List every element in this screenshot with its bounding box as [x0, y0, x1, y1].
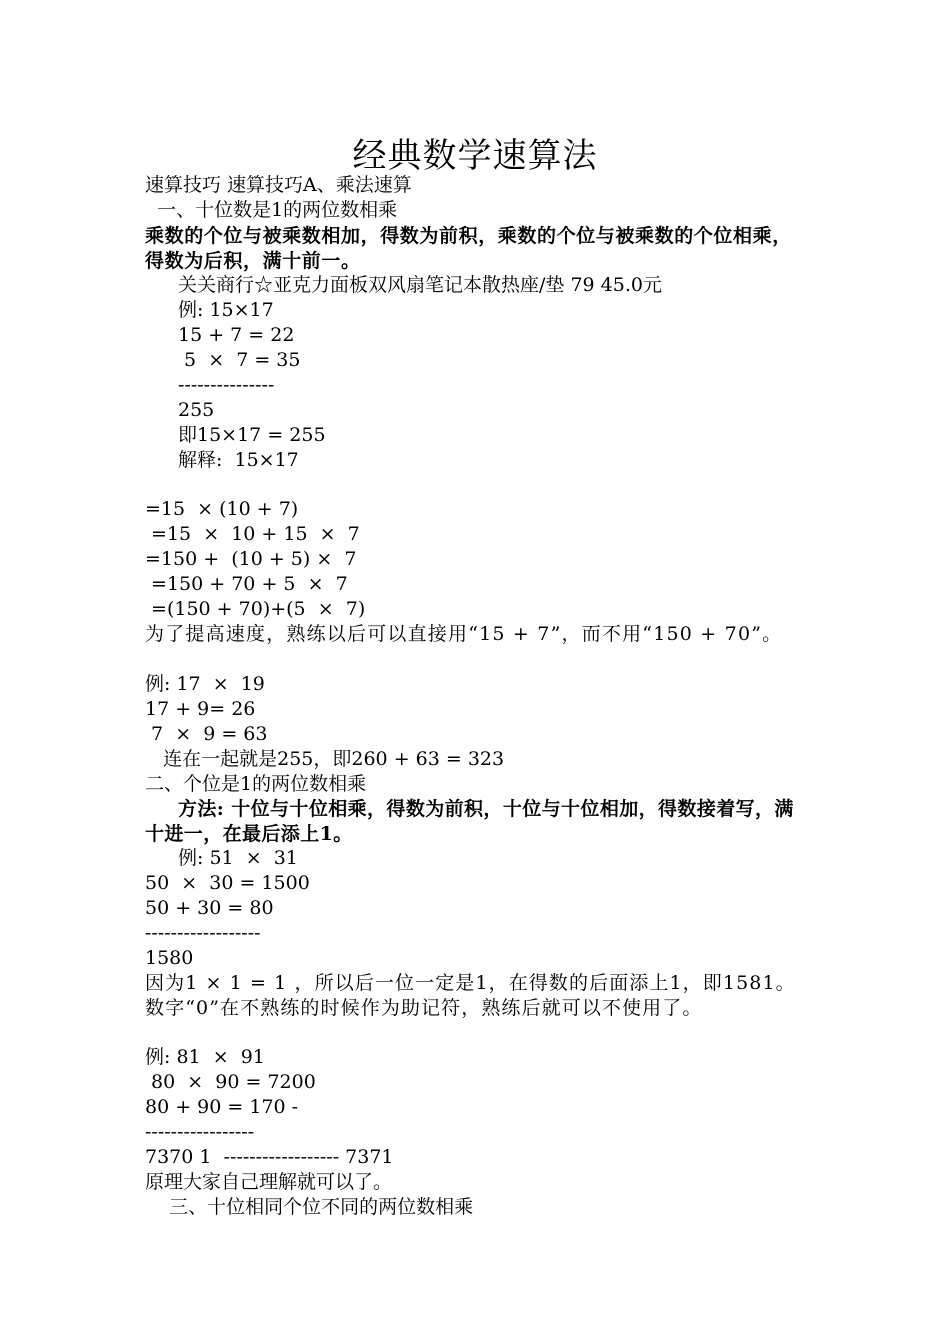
example-line: 例: 51 × 31 — [178, 847, 298, 869]
text-line: 关关商行☆亚克力面板双风扇笔记本散热座/垫 79 45.0元 — [178, 274, 662, 296]
calc-line: 5 × 7 = 35 — [178, 349, 301, 371]
calc-line: 解释: 15×17 — [178, 449, 299, 471]
separator-line: ----------------- — [145, 1121, 255, 1143]
text-line: 原理大家自己理解就可以了。 — [145, 1171, 393, 1193]
calc-line: =15 × (10 + 7) — [145, 498, 299, 520]
calc-line: =15 × 10 + 15 × 7 — [145, 523, 360, 545]
calc-line: 即15×17 = 255 — [178, 424, 326, 446]
separator-line: --------------- — [178, 374, 275, 396]
calc-line: 80 + 90 = 170 - — [145, 1096, 299, 1118]
section-heading: 三、十位相同个位不同的两位数相乘 — [145, 1196, 474, 1218]
text-paragraph: 为了提高速度，熟练以后可以直接用“15 + 7”，而不用“150 + 70”。 — [145, 623, 783, 645]
example-line: 例: 17 × 19 — [145, 673, 265, 695]
calc-line: =(150 + 70)+(5 × 7) — [145, 598, 366, 620]
calc-line: =150 + 70 + 5 × 7 — [145, 573, 348, 595]
calc-line: =150 + (10 + 5) × 7 — [145, 548, 357, 570]
calc-line: 17 + 9= 26 — [145, 698, 256, 720]
calc-line: 7 × 9 = 63 — [145, 723, 268, 745]
example-line: 例: 15×17 — [178, 299, 274, 321]
section-heading: 二、个位是1的两位数相乘 — [145, 773, 367, 795]
calc-line: 15 + 7 = 22 — [178, 324, 295, 346]
example-line: 例: 81 × 91 — [145, 1046, 265, 1068]
calc-line: 1580 — [145, 947, 194, 969]
section-heading: 一、十位数是1的两位数相乘 — [145, 199, 398, 221]
separator-line: ------------------ — [145, 922, 261, 944]
calc-line: 连在一起就是255，即260 + 63 = 323 — [145, 748, 505, 770]
text-paragraph: 因为1 × 1 = 1 ，所以后一位一定是1，在得数的后面添上1，即1581。数字“0”在不熟练的时候作为助记符，熟练后就可以不使用了。 — [145, 972, 796, 1019]
page-title: 经典数学速算法 — [352, 136, 598, 176]
calc-line: 80 × 90 = 7200 — [145, 1071, 316, 1093]
calc-line: 50 × 30 = 1500 — [145, 872, 310, 894]
rule-paragraph: 乘数的个位与被乘数相加，得数为前积，乘数的个位与被乘数的个位相乘，得数为后积，满十前一。 — [145, 225, 792, 272]
calc-line: 50 + 30 = 80 — [145, 897, 274, 919]
calc-line: 7370 1 ------------------ 7371 — [145, 1146, 394, 1168]
calc-line: 255 — [178, 399, 215, 421]
text-line: 速算技巧 速算技巧A、乘法速算 — [145, 174, 412, 196]
rule-paragraph: 方法: 十位与十位相乘，得数为前积，十位与十位相加，得数接着写，满十进一，在最后添上1。 — [145, 798, 794, 845]
